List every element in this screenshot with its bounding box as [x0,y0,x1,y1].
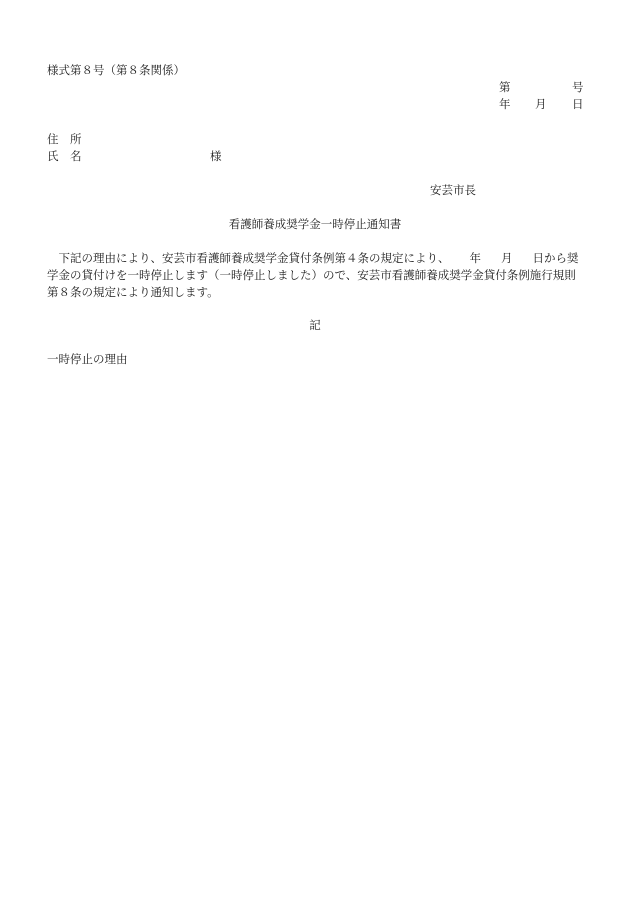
ki-heading: 記 [309,318,321,332]
doc-number-suffix: 号 [572,80,584,94]
date-month: 月 [535,97,547,111]
reason-label: 一時停止の理由 [47,352,128,366]
date-day: 日 [572,97,584,111]
doc-number-prefix: 第 [499,80,511,94]
body-month: 月 [501,251,513,265]
form-number: 様式第８号（第８条関係） [47,63,185,77]
document-title: 看護師養成奨学金一時停止通知書 [228,217,402,231]
honorific: 様 [210,149,222,163]
issuer-name: 安芸市長 [430,183,476,197]
body-year: 年 [469,251,481,265]
body-part-1: 下記の理由により、安芸市看護師養成奨学金貸付条例第４条の規定により、 [58,251,450,265]
address-label: 住 所 [47,132,82,146]
body-part-2: 日から奨学金の貸付けを一時停止します（一時停止しました）ので、安芸市看護師養成奨学金貸付条例施行規則第８条の規定により通知します。 [47,251,579,299]
name-label: 氏 名 [47,149,82,163]
body-paragraph [47,250,585,301]
date-year: 年 [499,97,511,111]
